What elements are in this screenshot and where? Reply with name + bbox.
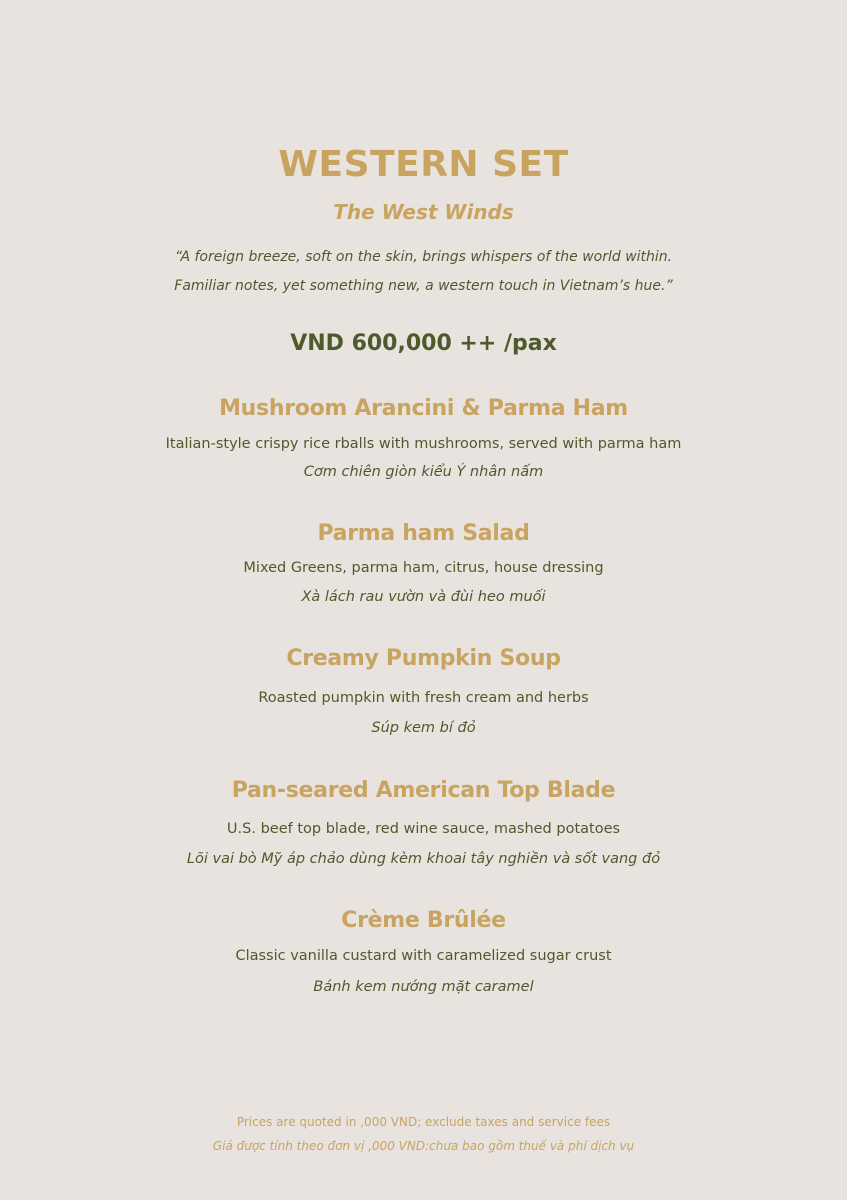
dish-name: Pan-seared American Top Blade <box>231 778 616 803</box>
menu-title: WESTERN SET <box>278 144 569 185</box>
dish-description: Italian-style crispy rice rballs with mushrooms, served with parma ham <box>165 436 682 452</box>
dish-vietnamese-name: Cơm chiên giòn kiểu Ý nhân nấm <box>303 464 544 480</box>
dish-name: Mushroom Arancini & Parma Ham <box>219 396 628 421</box>
footer-price-note: Prices are quoted in ,000 VND; exclude taxes and service fees <box>236 1115 611 1129</box>
dish-vietnamese-name: Xà lách rau vườn và đùi heo muối <box>301 589 546 605</box>
dish-description: Mixed Greens, parma ham, citrus, house dressing <box>243 560 604 576</box>
dish-description: Roasted pumpkin with fresh cream and herbs <box>258 690 589 706</box>
menu-subtitle: The West Winds <box>333 200 514 224</box>
dish-name: Parma ham Salad <box>317 521 530 546</box>
dish-description: Classic vanilla custard with caramelized sugar crust <box>235 948 612 964</box>
dish-vietnamese-name: Súp kem bí đỏ <box>371 720 476 736</box>
dish-vietnamese-name: Bánh kem nướng mặt caramel <box>313 979 534 995</box>
dish-name: Creamy Pumpkin Soup <box>286 646 561 671</box>
dish-description: U.S. beef top blade, red wine sauce, mashed potatoes <box>226 821 621 837</box>
dish-vietnamese-name: Lõi vai bò Mỹ áp chảo dùng kèm khoai tây nghiền và sốt vang đỏ <box>186 851 661 867</box>
quote-line-2: Familiar notes, yet something new, a western touch in Vietnam’s hue.” <box>174 278 673 294</box>
quote-line-1: “A foreign breeze, soft on the skin, brings whispers of the world within. <box>174 249 673 265</box>
set-price: VND 600,000 ++ /pax <box>290 331 557 356</box>
dish-name: Crème Brûlée <box>341 908 506 933</box>
footer-price-note-vietnamese: Giá được tính theo đơn vị ,000 VND:chưa bao gồm thuế và phí dịch vụ <box>212 1139 635 1153</box>
